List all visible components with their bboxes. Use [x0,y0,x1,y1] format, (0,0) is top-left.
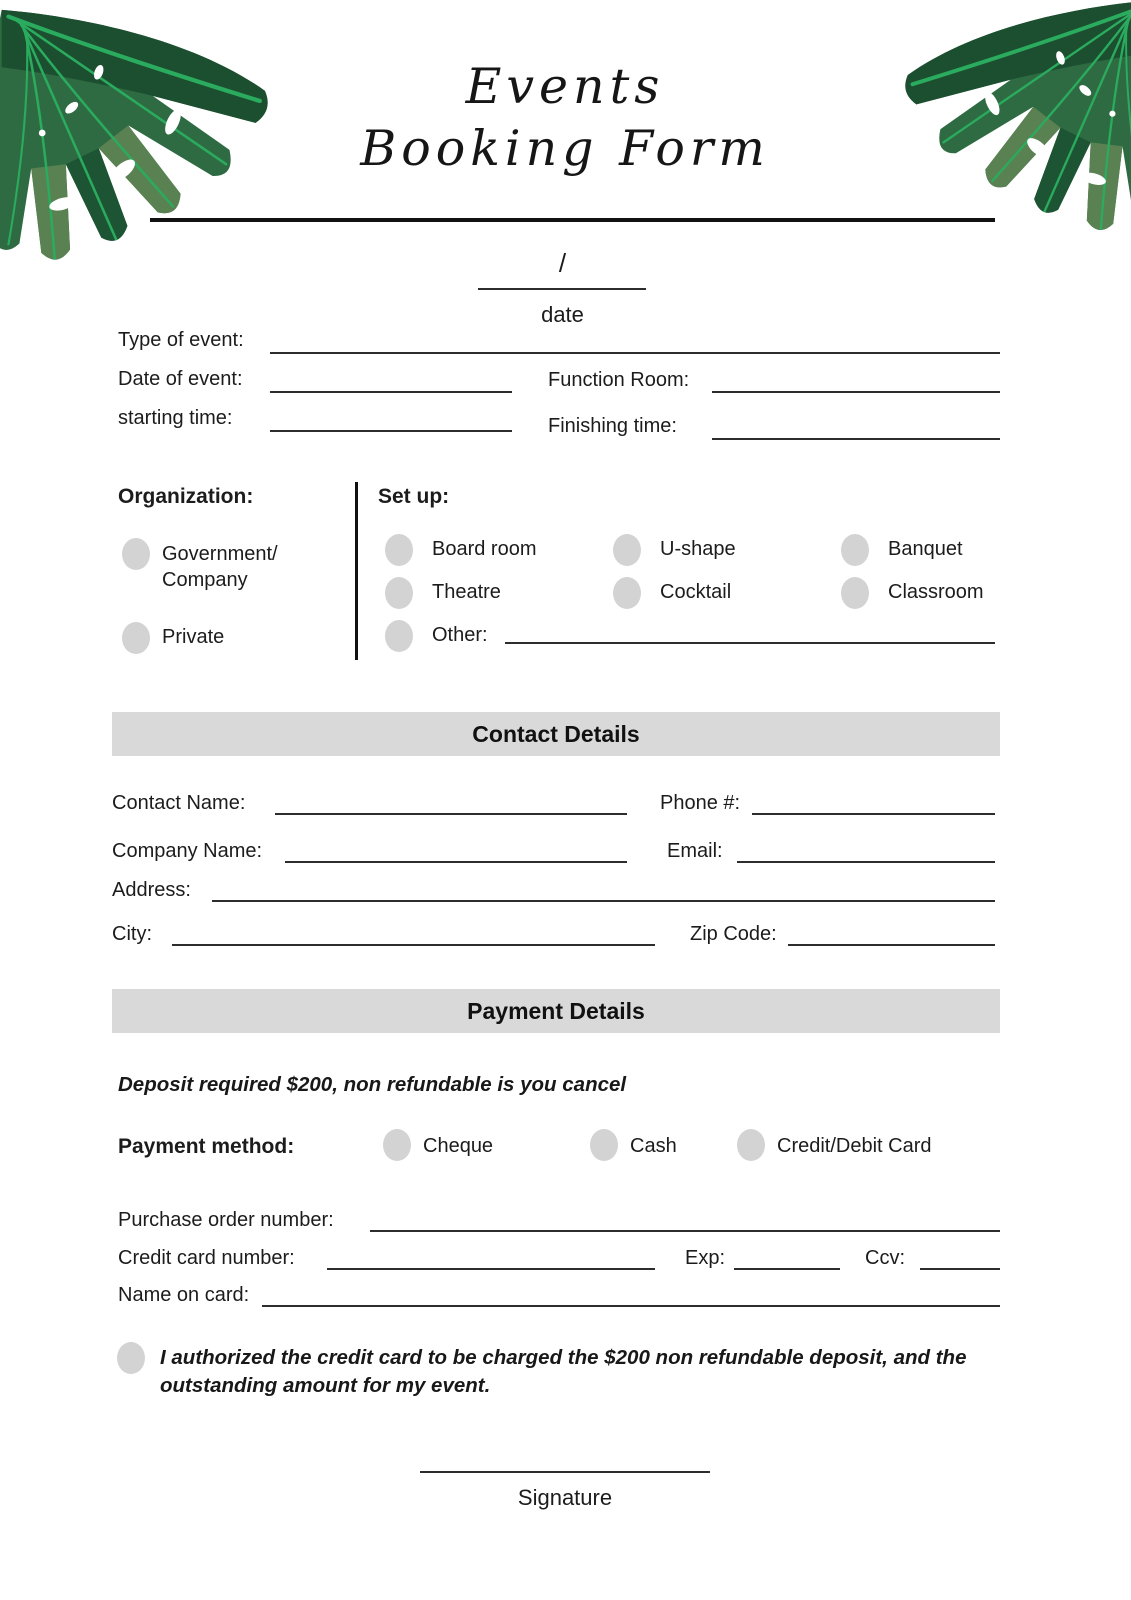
organization-option-private: Private [162,626,225,648]
city-input-line[interactable] [172,944,655,946]
title-divider [150,218,995,222]
setup-option-theatre: Theatre [432,581,501,603]
zip-code-input-line[interactable] [788,944,995,946]
email-input-line[interactable] [737,861,995,863]
radio-banquet[interactable] [841,534,869,566]
finishing-time-label: Finishing time: [548,415,677,437]
payment-method-label: Payment method: [118,1135,295,1158]
authorization-text-line2: outstanding amount for my event. [160,1374,491,1397]
exp-label: Exp: [685,1247,726,1269]
city-label: City: [112,923,152,945]
radio-government-company[interactable] [122,538,150,570]
radio-u-shape[interactable] [613,534,641,566]
address-input-line[interactable] [212,900,995,902]
monstera-leaf-icon [876,0,1131,275]
payment-method-credit-debit: Credit/Debit Card [777,1135,932,1157]
setup-option-classroom: Classroom [888,581,984,603]
exp-input-line[interactable] [734,1268,840,1270]
section-vertical-divider [355,482,358,660]
address-label: Address: [112,879,191,901]
setup-option-u-shape: U-shape [660,538,736,560]
signature-input-line[interactable] [420,1471,710,1473]
function-room-label: Function Room: [548,369,690,391]
finishing-time-input-line[interactable] [712,438,1000,440]
date-label: date [541,302,584,327]
setup-option-board-room: Board room [432,538,537,560]
radio-cash[interactable] [590,1129,618,1161]
company-name-label: Company Name: [112,840,263,862]
credit-card-number-input-line[interactable] [327,1268,655,1270]
radio-cocktail[interactable] [613,577,641,609]
radio-private[interactable] [122,622,150,654]
ccv-input-line[interactable] [920,1268,1000,1270]
function-room-input-line[interactable] [712,391,1000,393]
date-slash: / [558,248,567,278]
date-of-event-input-line[interactable] [270,391,512,393]
radio-board-room[interactable] [385,534,413,566]
date-of-event-label: Date of event: [118,368,243,390]
setup-option-cocktail: Cocktail [660,581,732,603]
organization-option-government-line1: Government/ [162,543,278,565]
phone-label: Phone #: [660,792,741,814]
organization-heading: Organization: [118,485,254,508]
deposit-note: Deposit required $200, non refundable is you cancel [118,1073,627,1096]
contact-details-header: Contact Details [112,712,1000,756]
radio-classroom[interactable] [841,577,869,609]
setup-heading: Set up: [378,485,450,508]
ccv-label: Ccv: [865,1247,905,1269]
organization-option-government-line2: Company [162,569,248,591]
type-of-event-label: Type of event: [118,329,244,351]
monstera-leaf-icon [0,0,270,320]
name-on-card-input-line[interactable] [262,1305,1000,1307]
type-of-event-input-line[interactable] [270,352,1000,354]
purchase-order-label: Purchase order number: [118,1209,334,1231]
credit-card-number-label: Credit card number: [118,1247,295,1269]
company-name-input-line[interactable] [285,861,627,863]
authorization-text-line1: I authorized the credit card to be charged the $200 non refundable deposit, and the [160,1346,967,1369]
radio-theatre[interactable] [385,577,413,609]
email-label: Email: [667,840,723,862]
starting-time-label: starting time: [118,407,233,429]
zip-code-label: Zip Code: [690,923,777,945]
setup-other-label: Other: [432,624,488,646]
radio-other[interactable] [385,620,413,652]
starting-time-input-line[interactable] [270,430,512,432]
name-on-card-label: Name on card: [118,1284,250,1306]
radio-cheque[interactable] [383,1129,411,1161]
other-setup-input-line[interactable] [505,642,995,644]
date-input-line[interactable] [478,288,646,290]
payment-method-cash: Cash [630,1135,677,1157]
payment-method-cheque: Cheque [423,1135,494,1157]
contact-name-input-line[interactable] [275,813,627,815]
purchase-order-input-line[interactable] [370,1230,1000,1232]
form-title-line1: Events [465,58,665,115]
contact-name-label: Contact Name: [112,792,246,814]
setup-option-banquet: Banquet [888,538,963,560]
form-title-line2: Booking Form [360,120,770,177]
radio-authorization[interactable] [117,1342,145,1374]
radio-credit-debit-card[interactable] [737,1129,765,1161]
signature-label: Signature [517,1485,613,1510]
phone-input-line[interactable] [752,813,995,815]
payment-details-header: Payment Details [112,989,1000,1033]
